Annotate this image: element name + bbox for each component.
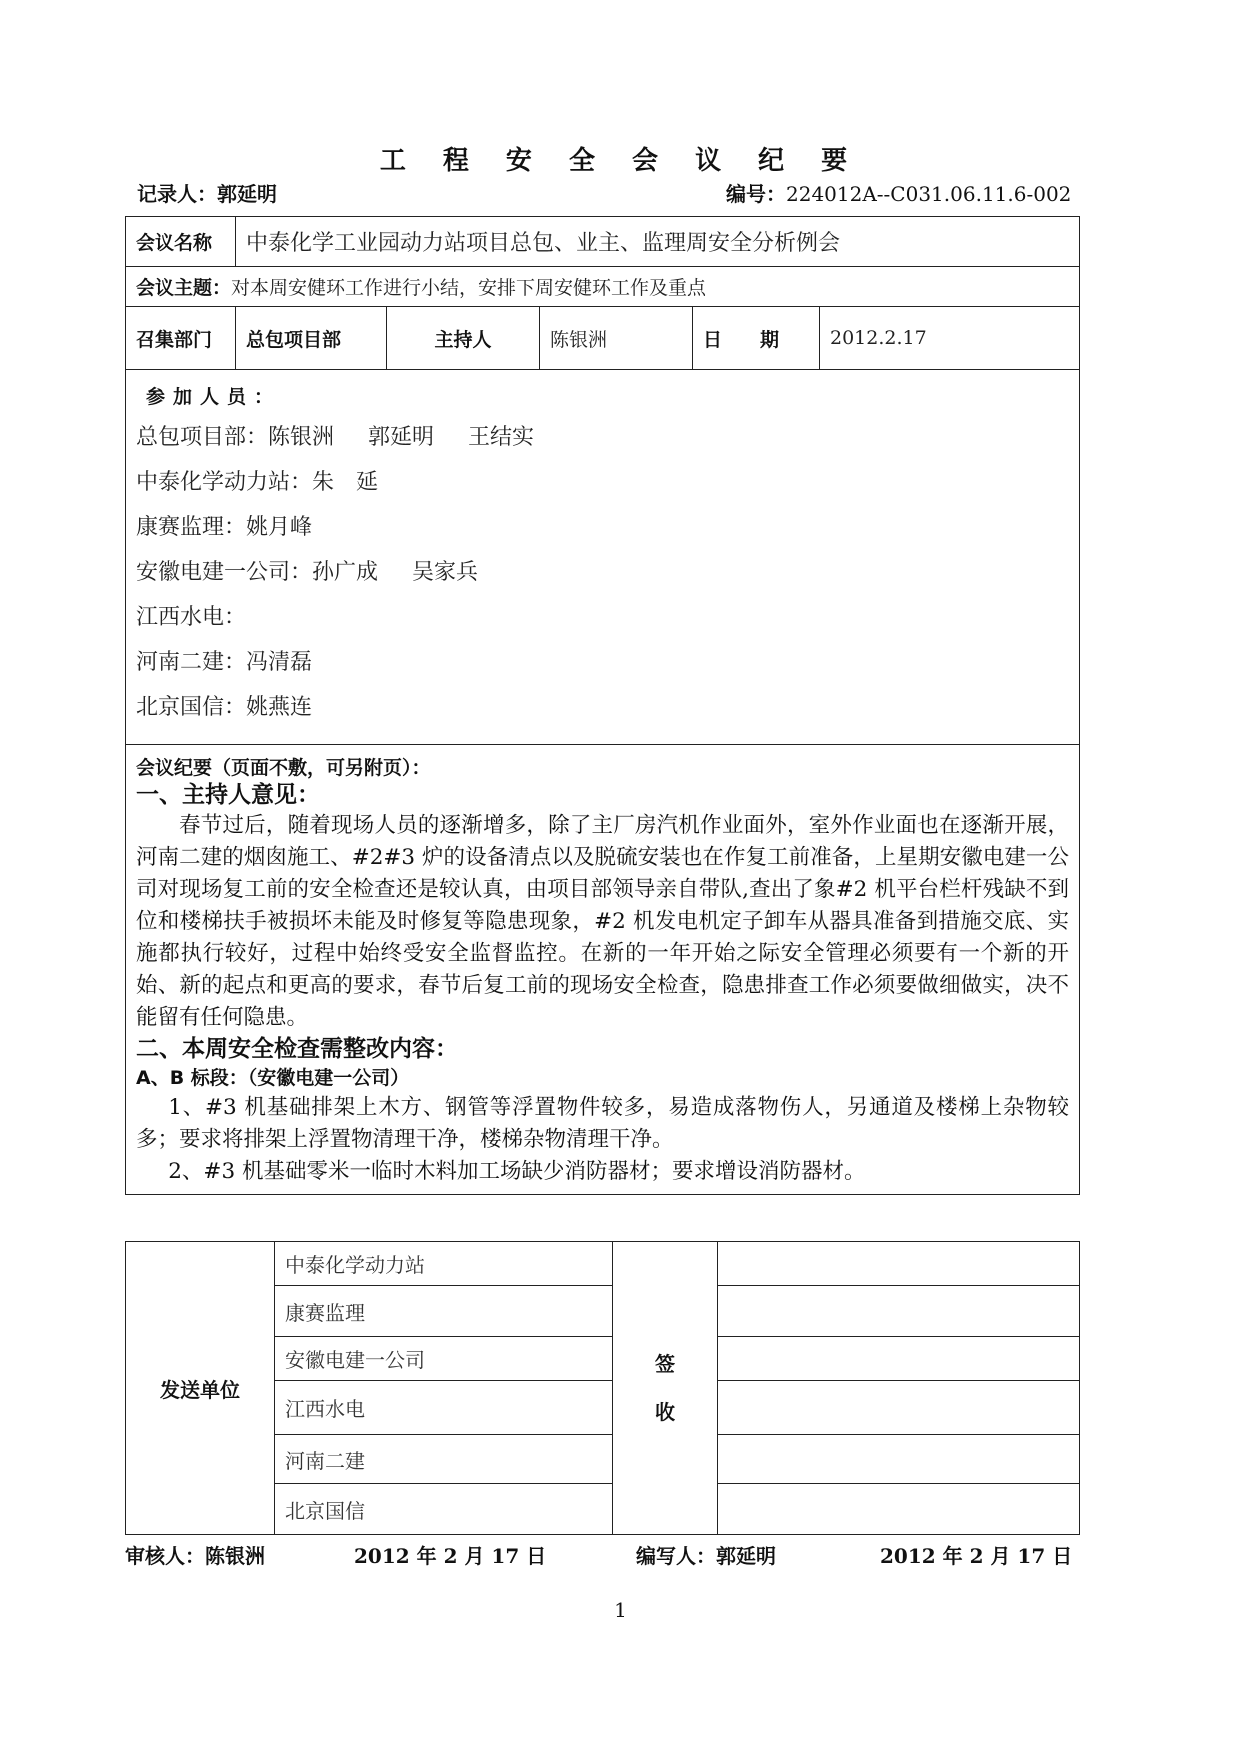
meeting-topic-value: 对本周安健环工作进行小结，安排下周安健环工作及重点 bbox=[231, 277, 707, 299]
attendee-line bbox=[136, 685, 1069, 730]
attendee-line bbox=[136, 595, 1069, 640]
sign-receipt-label bbox=[613, 1242, 718, 1535]
attendee-name: 朱 延 bbox=[312, 470, 379, 495]
document-number bbox=[726, 178, 1071, 207]
attendee-line bbox=[136, 460, 1069, 505]
attendee-org: 河南二建： bbox=[136, 650, 247, 675]
sign-cell bbox=[718, 1435, 1080, 1484]
attendee-line bbox=[136, 550, 1069, 595]
attendee-line bbox=[136, 415, 1069, 460]
attendee-name: 孙广成 bbox=[312, 560, 379, 585]
section-rectification-title: 二、本周安全检查需整改内容： bbox=[136, 1036, 458, 1062]
attendee-org: 安徽电建一公司： bbox=[136, 560, 313, 585]
sign-char-1: 签 bbox=[655, 1352, 675, 1376]
attendee-name: 吴家兵 bbox=[412, 560, 479, 585]
meeting-topic-label: 会议主题： bbox=[136, 277, 232, 299]
attendees-list bbox=[136, 415, 1069, 730]
rectification-item: 1、#3 机基础排架上木方、钢管等浮置物件较多，易造成落物伤人，另通道及楼梯上杂物较多；要求将排架上浮置物清理干净，楼梯杂物清理干净。 bbox=[136, 1095, 1070, 1152]
attendee-line bbox=[136, 505, 1069, 550]
meeting-topic-row bbox=[126, 267, 1080, 307]
attendees-cell bbox=[126, 370, 1080, 745]
attendee-org: 中泰化学动力站： bbox=[136, 470, 313, 495]
attendees-title: 参加人员： bbox=[146, 386, 282, 408]
reviewer: 审核人：陈银洲 bbox=[125, 1544, 265, 1568]
section-subtitle: A、B 标段：（安徽电建一公司） bbox=[136, 1067, 410, 1089]
host-label: 主持人 bbox=[387, 307, 540, 370]
distribution-label: 发送单位 bbox=[126, 1242, 275, 1535]
review-date: 2012 年 2 月 17 日 bbox=[354, 1544, 547, 1568]
meeting-table bbox=[125, 216, 1080, 1195]
sign-cell bbox=[718, 1381, 1080, 1435]
number-value: 224012A--C031.06.11.6-002 bbox=[786, 182, 1072, 206]
distribution-unit: 江西水电 bbox=[275, 1381, 613, 1435]
distribution-unit: 安徽电建一公司 bbox=[275, 1337, 613, 1381]
attendee-name: 郭延明 bbox=[368, 425, 435, 450]
attendee-name: 姚月峰 bbox=[246, 515, 313, 540]
sign-cell bbox=[718, 1286, 1080, 1337]
distribution-unit: 北京国信 bbox=[275, 1484, 613, 1535]
sign-cell bbox=[718, 1337, 1080, 1381]
number-label: 编号： bbox=[726, 182, 786, 206]
host-opinion-text: 春节过后，随着现场人员的逐渐增多，除了主厂房汽机作业面外，室外作业面也在逐渐开展，河南二建的烟囱施工、#2#3 炉的设备清点以及脱硫安装也在作复工前准备，上星期安徽电建一公司对现场复工前的安全检查还是较认真，由项目部领导亲自带队,查出了象#2 机平台栏杆残缺不到位和楼梯扶手被损坏未能及时修复等隐患现象，#2 机发电机定子卸车从器具准备到措施交底、实施都执行较好，过程中始终受安全监督监控。在新的一年开始之际安全管理必须要有一个新的开始、新的起点和更高的要求，春节后复工前的现场安全检查，隐患排查工作必须要做细做实，决不能留有任何隐患。 bbox=[136, 813, 1070, 1030]
distribution-unit: 河南二建 bbox=[275, 1435, 613, 1484]
attendee-org: 江西水电： bbox=[136, 605, 247, 630]
minutes-row bbox=[126, 745, 1080, 1195]
attendees-row bbox=[126, 370, 1080, 745]
attendee-name: 冯清磊 bbox=[246, 650, 313, 675]
date-label: 日 期 bbox=[693, 307, 820, 370]
attendee-name: 陈银洲 bbox=[268, 425, 335, 450]
convener-row bbox=[126, 307, 1080, 370]
page-number: 1 bbox=[614, 1598, 627, 1622]
write-date: 2012 年 2 月 17 日 bbox=[880, 1544, 1073, 1568]
minutes-cell bbox=[126, 745, 1080, 1195]
rectification-item: 2、#3 机基础零米一临时木料加工场缺少消防器材；要求增设消防器材。 bbox=[168, 1159, 866, 1184]
convener-label: 召集部门 bbox=[126, 307, 236, 370]
attendee-org: 总包项目部： bbox=[136, 425, 269, 450]
convener-value: 总包项目部 bbox=[236, 307, 387, 370]
attendee-line bbox=[136, 640, 1069, 685]
attendee-org: 北京国信： bbox=[136, 695, 247, 720]
distribution-unit: 康赛监理 bbox=[275, 1286, 613, 1337]
attendee-name: 姚燕连 bbox=[246, 695, 313, 720]
document-title: 工 程 安 全 会 议 纪 要 bbox=[379, 146, 862, 176]
date-value: 2012.2.17 bbox=[820, 307, 1080, 370]
distribution-table bbox=[125, 1241, 1080, 1535]
host-value: 陈银洲 bbox=[540, 307, 693, 370]
meeting-topic bbox=[126, 267, 1080, 307]
meeting-name-value: 中泰化学工业园动力站项目总包、业主、监理周安全分析例会 bbox=[236, 217, 1080, 267]
attendee-org: 康赛监理： bbox=[136, 515, 247, 540]
minutes-head: 会议纪要（页面不敷，可另附页）： bbox=[136, 757, 431, 779]
sign-cell bbox=[718, 1484, 1080, 1535]
meeting-name-row bbox=[126, 217, 1080, 267]
writer: 编写人：郭延明 bbox=[636, 1544, 776, 1568]
recorder: 记录人：郭延明 bbox=[137, 182, 277, 206]
distribution-unit: 中泰化学动力站 bbox=[275, 1242, 613, 1286]
meeting-name-label: 会议名称 bbox=[126, 217, 236, 267]
attendee-name: 王结实 bbox=[468, 425, 535, 450]
sign-char-2: 收 bbox=[655, 1400, 675, 1424]
sign-cell bbox=[718, 1242, 1080, 1286]
section-host-opinion-title: 一、主持人意见： bbox=[136, 782, 320, 808]
